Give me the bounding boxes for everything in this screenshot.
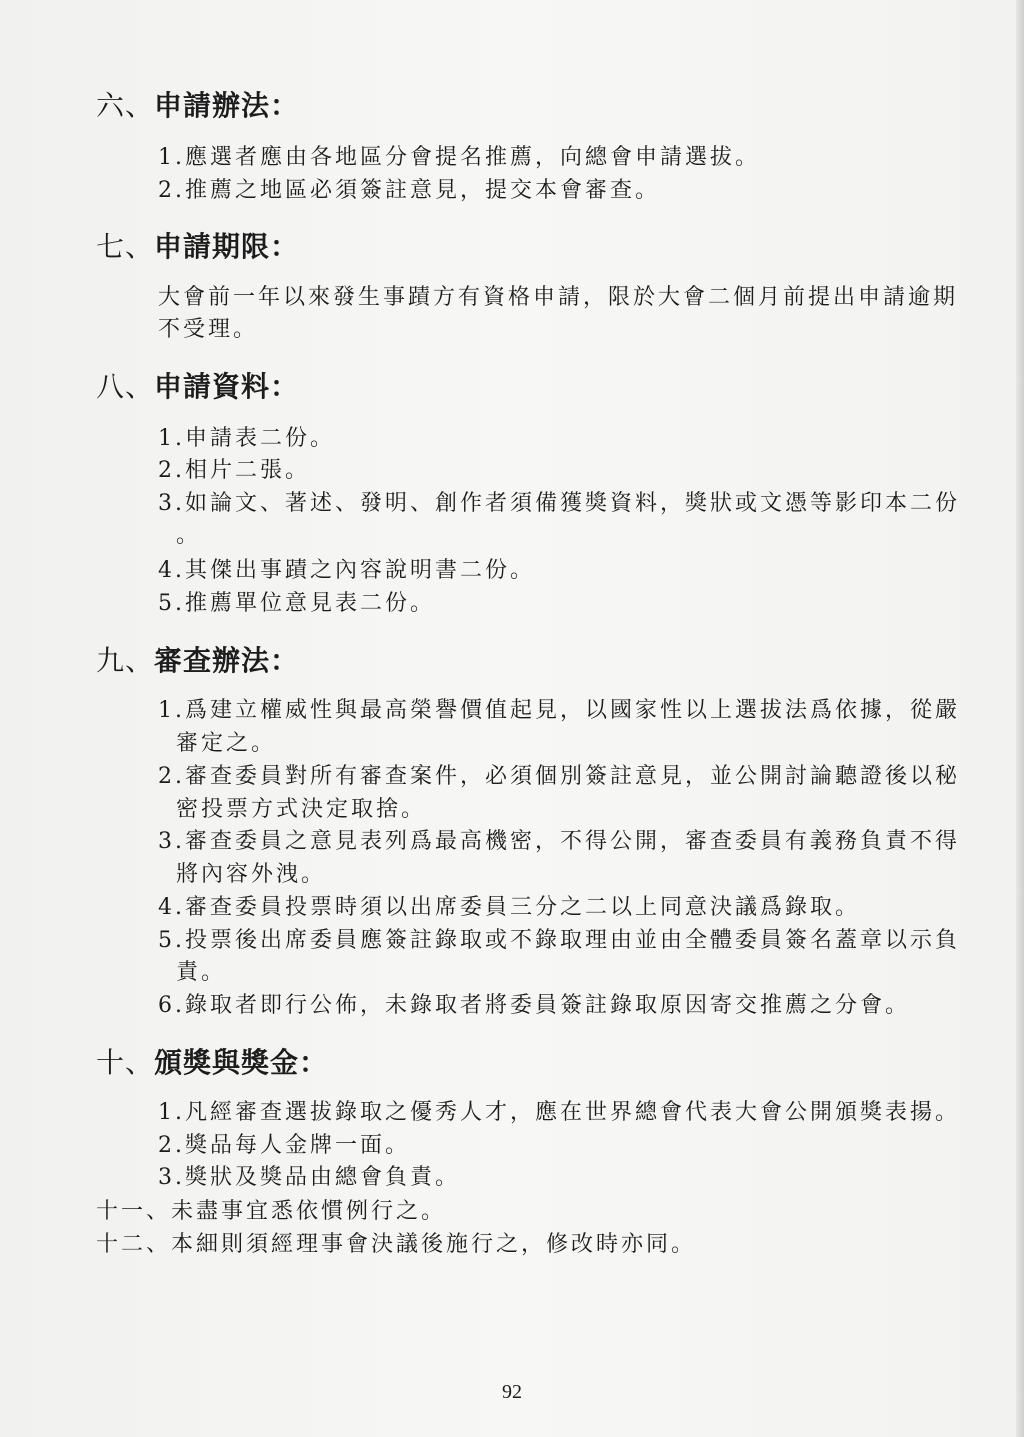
section-heading bbox=[96, 1045, 328, 1081]
list-item: 2.審查委員對所有審查案件，必須個別簽註意見，並公開討論聽證後以秘 bbox=[158, 764, 960, 789]
list-item-continuation: 。 bbox=[176, 523, 202, 548]
list-item: 2.推薦之地區必須簽註意見，提交本會審查。 bbox=[158, 178, 660, 203]
list-item: 2.相片二張。 bbox=[158, 458, 310, 483]
section-number: 十、 bbox=[96, 1046, 155, 1079]
list-item-continuation: 責。 bbox=[176, 960, 227, 985]
section-heading bbox=[96, 369, 299, 405]
list-item: 1.凡經審查選拔錄取之優秀人才，應在世界總會代表大會公開頒獎表揚。 bbox=[158, 1100, 960, 1125]
page-number: 92 bbox=[502, 1381, 522, 1403]
list-item: 1.爲建立權威性與最高榮譽價值起見，以國家性以上選拔法爲依據，從嚴 bbox=[158, 698, 960, 723]
closing-clause: 十一、未盡事宜悉依慣例行之。 bbox=[96, 1199, 447, 1224]
section-title: 審查辦法： bbox=[154, 644, 300, 677]
section-heading bbox=[96, 643, 299, 679]
paragraph-line: 大會前一年以來發生事蹟方有資格申請，限於大會二個月前提出申請逾期 bbox=[158, 285, 959, 310]
section-title: 申請資料： bbox=[154, 370, 300, 403]
list-item: 3.如論文、著述、發明、創作者須備獲獎資料，獎狀或文憑等影印本二份 bbox=[158, 491, 960, 516]
list-item: 3.獎狀及獎品由總會負責。 bbox=[158, 1165, 460, 1190]
paragraph-line: 不受理。 bbox=[158, 317, 259, 342]
list-item: 4.審查委員投票時須以出席委員三分之二以上同意決議爲錄取。 bbox=[158, 895, 860, 920]
list-item-continuation: 密投票方式決定取捨。 bbox=[176, 797, 427, 822]
section-title: 頒獎與獎金： bbox=[154, 1046, 329, 1079]
list-item: 1.申請表二份。 bbox=[158, 426, 335, 451]
list-item: 1.應選者應由各地區分會提名推薦，向總會申請選拔。 bbox=[158, 145, 760, 170]
section-heading bbox=[96, 229, 299, 265]
section-number: 六、 bbox=[96, 89, 155, 122]
list-item: 4.其傑出事蹟之內容說明書二份。 bbox=[158, 558, 535, 583]
section-heading bbox=[96, 88, 299, 124]
section-title: 申請期限： bbox=[154, 230, 300, 263]
list-item: 5.推薦單位意見表二份。 bbox=[158, 591, 435, 616]
list-item-continuation: 審定之。 bbox=[176, 731, 277, 756]
list-item: 6.錄取者即行公佈，未錄取者將委員簽註錄取原因寄交推薦之分會。 bbox=[158, 993, 910, 1018]
list-item-continuation: 將內容外洩。 bbox=[176, 862, 327, 887]
page-edge-shadow bbox=[1016, 0, 1024, 1437]
closing-clause: 十二、本細則須經理事會決議後施行之，修改時亦同。 bbox=[96, 1232, 697, 1257]
list-item: 5.投票後出席委員應簽註錄取或不錄取理由並由全體委員簽名蓋章以示負 bbox=[158, 928, 960, 953]
list-item: 2.獎品每人金牌一面。 bbox=[158, 1133, 410, 1158]
section-title: 申請辦法： bbox=[154, 89, 300, 122]
section-number: 七、 bbox=[96, 230, 155, 263]
section-number: 八、 bbox=[96, 370, 155, 403]
section-number: 九、 bbox=[96, 644, 155, 677]
list-item: 3.審查委員之意見表列爲最高機密，不得公開，審查委員有義務負責不得 bbox=[158, 829, 960, 854]
